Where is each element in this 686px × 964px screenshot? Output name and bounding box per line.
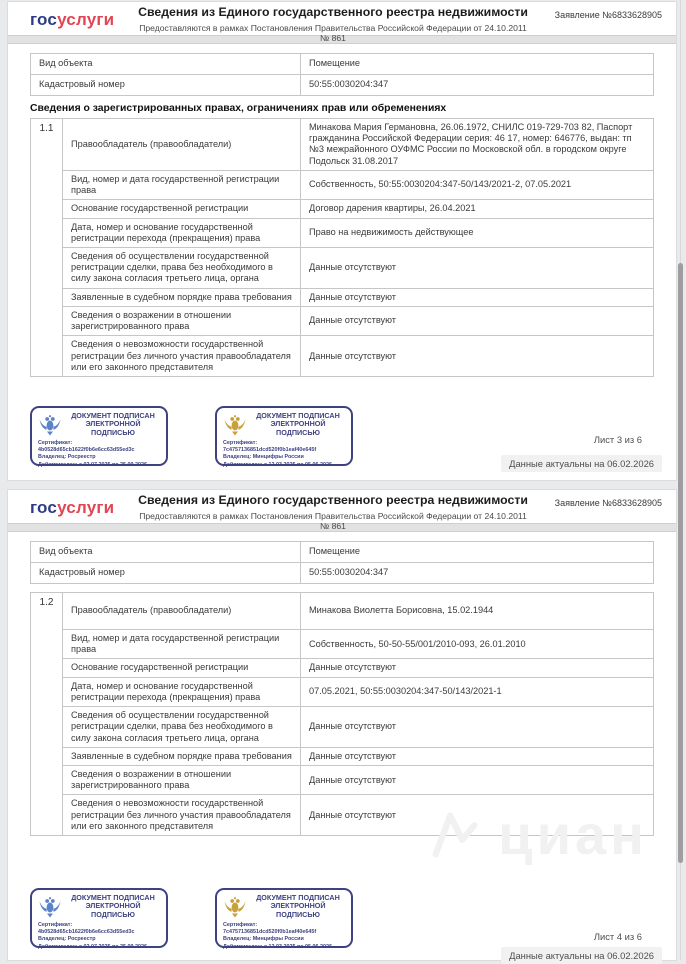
row-value: Право на недвижимость действующее [301,218,654,247]
table-row [31,765,654,794]
document-title: Сведения из Единого государственного реестра недвижимости [138,493,528,507]
rights-table-1-1 [30,118,654,377]
stamp-title: ДОКУМЕНТ ПОДПИСАН ЭЛЕКТРОННОЙ ПОДПИСЬЮ [71,893,155,919]
application-number: Заявление №6833628905 [554,10,662,20]
info-label: Вид объекта [31,542,301,563]
info-label: Кадастровый номер [31,563,301,584]
stamp-meta [38,922,160,950]
item-number: 1.1 [31,119,63,377]
rights-section-heading: Сведения о зарегистрированных правах, ограничениях прав или обременениях [30,103,447,114]
header-title-block [138,494,528,531]
signature-stamps [30,406,353,466]
logo-text-uslugi: услуги [57,498,115,517]
watermark-text: циан [498,803,648,866]
document-subtitle: Предоставляются в рамках Постановления Правительства Российской Федерации от 24.10.2011 № 861 [139,22,527,43]
info-label: Вид объекта [31,54,301,75]
stamp-certificate: Сертификат: 4b0528d65cb1622f0b6e6cc63d55ed3c [38,440,135,454]
info-label: Кадастровый номер [31,75,301,96]
row-value: Данные отсутствуют [301,765,654,794]
table-row [31,306,654,335]
stamp-certificate: Сертификат: 7c4757136851dcd520f0b1eaf40e645f [223,922,317,936]
stamp-meta [223,922,345,950]
row-value: Данные отсутствуют [301,747,654,765]
header-title-block [138,6,528,43]
cian-watermark [426,802,648,867]
sheet-number: Лист 3 из 6 [593,434,642,445]
document-title: Сведения из Единого государственного реестра недвижимости [138,5,528,19]
stamp-owner: Владелец: Минцифры России [223,936,304,943]
table-row [31,75,654,96]
row-label: Сведения о возражении в отношении зарегистрированного права [63,765,301,794]
row-value: Данные отсутствуют [301,707,654,748]
rights-table-1-2 [30,592,654,836]
table-row [31,336,654,377]
row-label: Основание государственной регистрации [63,200,301,218]
scrollbar-thumb[interactable] [678,263,683,863]
row-value: Данные отсутствуют [301,795,654,836]
cian-logo-icon [426,806,484,864]
row-label: Сведения о возражении в отношении зарегистрированного права [63,306,301,335]
data-actual-date: Данные актуальны на 06.02.2026 [501,947,662,964]
row-value: Договор дарения квартиры, 26.04.2021 [301,200,654,218]
gosuslugi-logo [30,10,114,30]
row-value: Минакова Виолетта Борисовна, 15.02.1944 [301,593,654,630]
esign-stamp-mincifry [215,888,353,948]
data-actual-date: Данные актуальны на 06.02.2026 [501,455,662,472]
row-value: Собственность, 50-50-55/001/2010-093, 26.01.2010 [301,630,654,659]
page-header [8,2,676,43]
row-value: Данные отсутствуют [301,659,654,677]
document-subtitle: Предоставляются в рамках Постановления Правительства Российской Федерации от 24.10.2011 № 861 [139,510,527,531]
item-number: 1.2 [31,593,63,836]
row-value: Данные отсутствуют [301,336,654,377]
row-label: Сведения об осуществлении государственной регистрации сделки, права без необходимого в силу закона согласия третьего лица, органа [63,707,301,748]
logo-text-uslugi: услуги [57,10,115,29]
stamp-owner: Владелец: Росреестр [38,454,96,461]
stamp-validity: Действителен: с 12.03.2025 по 05.06.2026 [223,943,333,950]
stamp-meta [223,440,345,468]
table-row [31,218,654,247]
page-header [8,490,676,531]
object-info-table [30,541,654,584]
logo-text-gos: гос [30,498,58,517]
double-eagle-emblem-icon [38,895,62,919]
stamp-certificate: Сертификат: 7c4757136851dcd520f0b1eaf40e645f [223,440,317,454]
double-eagle-emblem-icon [223,413,247,437]
row-value: Данные отсутствуют [301,247,654,288]
stamp-meta [38,440,160,468]
row-value: Данные отсутствуют [301,288,654,306]
stamp-title: ДОКУМЕНТ ПОДПИСАН ЭЛЕКТРОННОЙ ПОДПИСЬЮ [71,411,155,437]
stamp-validity: Действителен: с 12.03.2025 по 05.06.2026 [223,461,333,468]
stamp-owner: Владелец: Росреестр [38,936,96,943]
stamp-owner: Владелец: Минцифры России [223,454,304,461]
table-row [31,542,654,563]
stamp-validity: Действителен: с 02.07.2025 по 25.09.2026 [38,461,148,468]
row-label: Правообладатель (правообладатели) [63,119,301,171]
row-label: Сведения об осуществлении государственной регистрации сделки, права без необходимого в силу закона согласия третьего лица, органа [63,247,301,288]
table-row [31,247,654,288]
row-label: Правообладатель (правообладатели) [63,593,301,630]
stamp-validity: Действителен: с 02.07.2025 по 25.09.2026 [38,943,148,950]
info-value: Помещение [301,542,654,563]
row-label: Вид, номер и дата государственной регистрации права [63,630,301,659]
row-label: Заявленные в судебном порядке права требования [63,288,301,306]
sheet-number: Лист 4 из 6 [593,931,642,942]
row-value: Собственность, 50:55:0030204:347-50/143/2021-2, 07.05.2021 [301,170,654,199]
row-label: Вид, номер и дата государственной регистрации права [63,170,301,199]
row-label: Сведения о невозможности государственной регистрации без личного участия правообладателя или его законного представителя [63,336,301,377]
table-row [31,170,654,199]
esign-stamp-mincifry [215,406,353,466]
stamp-title: ДОКУМЕНТ ПОДПИСАН ЭЛЕКТРОННОЙ ПОДПИСЬЮ [256,411,340,437]
row-value: 07.05.2021, 50:55:0030204:347-50/143/2021-1 [301,677,654,706]
info-value: 50:55:0030204:347 [301,563,654,584]
gosuslugi-logo [30,498,114,518]
table-row [31,747,654,765]
row-value: Минакова Мария Германовна, 26.06.1972, СНИЛС 019-729-703 82, Паспорт гражданина Российской Федерации серия: 46 17, номер: 646776, выдан: тп №3 межрайонного ОУФМС России по Московской обл. в городском округе Подольск 31.08.2017 [301,119,654,171]
double-eagle-emblem-icon [38,413,62,437]
table-row [31,659,654,677]
document-page-sheet-4 [8,490,676,960]
table-row [31,707,654,748]
table-row [31,593,654,630]
table-row [31,288,654,306]
table-row [31,630,654,659]
esign-stamp-rosreestr [30,406,168,466]
row-label: Дата, номер и основание государственной регистрации перехода (прекращения) права [63,218,301,247]
table-row [31,200,654,218]
document-page-sheet-3 [8,2,676,480]
signature-stamps [30,888,353,948]
table-row [31,677,654,706]
esign-stamp-rosreestr [30,888,168,948]
double-eagle-emblem-icon [223,895,247,919]
stamp-certificate: Сертификат: 4b0528d65cb1622f0b6e6cc63d55ed3c [38,922,135,936]
table-row [31,119,654,171]
table-row [31,563,654,584]
row-label: Заявленные в судебном порядке права требования [63,747,301,765]
row-value: Данные отсутствуют [301,306,654,335]
info-value: 50:55:0030204:347 [301,75,654,96]
row-label: Дата, номер и основание государственной регистрации перехода (прекращения) права [63,677,301,706]
stamp-title: ДОКУМЕНТ ПОДПИСАН ЭЛЕКТРОННОЙ ПОДПИСЬЮ [256,893,340,919]
logo-text-gos: гос [30,10,58,29]
row-label: Сведения о невозможности государственной регистрации без личного участия правообладателя или его законного представителя [63,795,301,836]
table-row [31,54,654,75]
application-number: Заявление №6833628905 [554,498,662,508]
row-label: Основание государственной регистрации [63,659,301,677]
object-info-table [30,53,654,96]
info-value: Помещение [301,54,654,75]
